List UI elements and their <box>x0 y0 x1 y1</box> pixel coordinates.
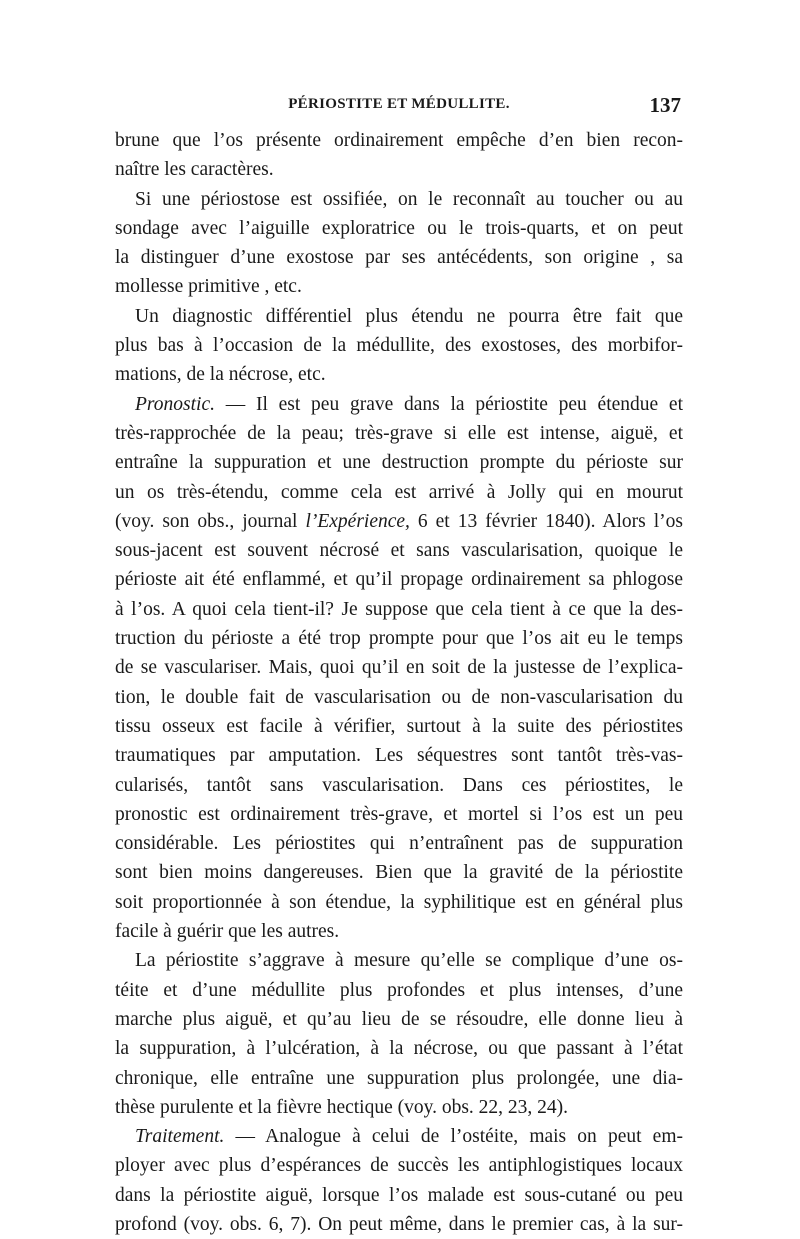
text-line: téite et d’une médullite plus profondes et plus intenses, d’une <box>115 979 683 1001</box>
text-segment: Analogue à celui de l’ostéite, mais on peut em- <box>265 1126 683 1148</box>
text-line: soit proportionnée à son étendue, la syphilitique est en général plus <box>115 891 683 913</box>
text-line: facile à guérir que les autres. <box>115 921 340 943</box>
text-line: brune que l’os présente ordinairement empêche d’en bien recon- <box>115 130 683 151</box>
text-line: naître les caractères. <box>115 159 274 181</box>
text-line: profond (voy. obs. 6, 7). On peut même, dans le premier cas, à la sur- <box>115 1213 683 1235</box>
text-segment: Il est peu grave dans la périostite peu étendue et <box>255 393 683 415</box>
text-line: pronostic est ordinairement très-grave, et mortel si l’os est un peu <box>115 803 683 825</box>
text-line: chronique, elle entraîne une suppuration plus prolongée, une dia- <box>115 1067 683 1089</box>
text-line: considérable. Les périostites qui n’entraînent pas de suppuration <box>115 833 683 855</box>
pronostic-line <box>115 390 683 419</box>
text-line: truction du périoste a été trop prompte pour que l’os ait eu le temps <box>115 628 683 650</box>
text-line: la suppuration, à l’ulcération, à la nécrose, ou que passant à l’état <box>115 1038 683 1060</box>
text-line: mollesse primitive , etc. <box>115 276 302 298</box>
text-line: plus bas à l’occasion de la médullite, des exostoses, des morbifor- <box>115 335 683 357</box>
citation-line <box>115 507 683 536</box>
text-line: sondage avec l’aiguille exploratrice ou le trois-quarts, et on peut <box>115 217 683 239</box>
text-line: ployer avec plus d’espérances de succès les antiphlogistiques locaux <box>115 1155 683 1177</box>
text-line: La périostite s’aggrave à mesure qu’elle se complique d’une os- <box>135 950 683 972</box>
text-line: traumatiques par amputation. Les séquestres sont tantôt très-vas- <box>115 745 683 767</box>
text-segment: (voy. son obs., journal <box>115 510 298 532</box>
body-text <box>115 126 683 1239</box>
text-line: sont bien moins dangereuses. Bien que la gravité de la périostite <box>115 862 683 884</box>
text-line: la distinguer d’une exostose par ses antécédents, son origine , sa <box>115 247 683 269</box>
text-line: très-rapprochée de la peau; très-grave si elle est intense, aiguë, et <box>115 422 683 444</box>
text-line: dans la périostite aiguë, lorsque l’os malade est sous-cutané ou peu <box>115 1184 683 1206</box>
text-line: périoste ait été enflammé, et qu’il propage ordinairement sa phlogose <box>115 569 683 591</box>
running-header <box>115 94 683 120</box>
section-heading-pronostic: Pronostic. <box>135 393 215 415</box>
journal-title: l’Expérience, <box>305 510 410 532</box>
text-line: cularisés, tantôt sans vascularisation. Dans ces périostites, le <box>115 774 683 796</box>
heading-dash: — <box>214 393 256 415</box>
page-number: 137 <box>649 93 681 117</box>
text-line: tissu osseux est facile à vérifier, surtout à la suite des périostites <box>115 715 683 737</box>
text-line: thèse purulente et la fièvre hectique (voy. obs. 22, 23, 24). <box>115 1096 569 1118</box>
text-line: sous-jacent est souvent nécrosé et sans vascularisation, quoique le <box>115 540 683 562</box>
text-line: Un diagnostic différentiel plus étendu ne pourra être fait que <box>135 305 683 327</box>
text-segment: 6 et 13 février 1840). Alors l’os <box>417 510 683 532</box>
page-title: PÉRIOSTITE ET MÉDULLITE. <box>288 96 510 112</box>
text-line: mations, de la nécrose, etc. <box>115 364 326 386</box>
text-line: à l’os. A quoi cela tient-il? Je suppose que cela tient à ce que la des- <box>115 598 683 620</box>
heading-dash: — <box>224 1126 266 1148</box>
text-line: entraîne la suppuration et une destruction prompte du périoste sur <box>115 452 683 474</box>
text-line: de se vasculariser. Mais, quoi qu’il en soit de la justesse de l’explica- <box>115 657 683 679</box>
section-heading-traitement: Traitement. <box>135 1126 225 1148</box>
text-line: marche plus aiguë, et qu’au lieu de se résoudre, elle donne lieu à <box>115 1008 683 1030</box>
traitement-line <box>115 1122 683 1151</box>
text-line: tion, le double fait de vascularisation ou de non-vascularisation du <box>115 686 683 708</box>
text-line: un os très-étendu, comme cela est arrivé à Jolly qui en mourut <box>115 481 683 503</box>
text-line: Si une périostose est ossifiée, on le reconnaît au toucher ou au <box>135 188 683 210</box>
